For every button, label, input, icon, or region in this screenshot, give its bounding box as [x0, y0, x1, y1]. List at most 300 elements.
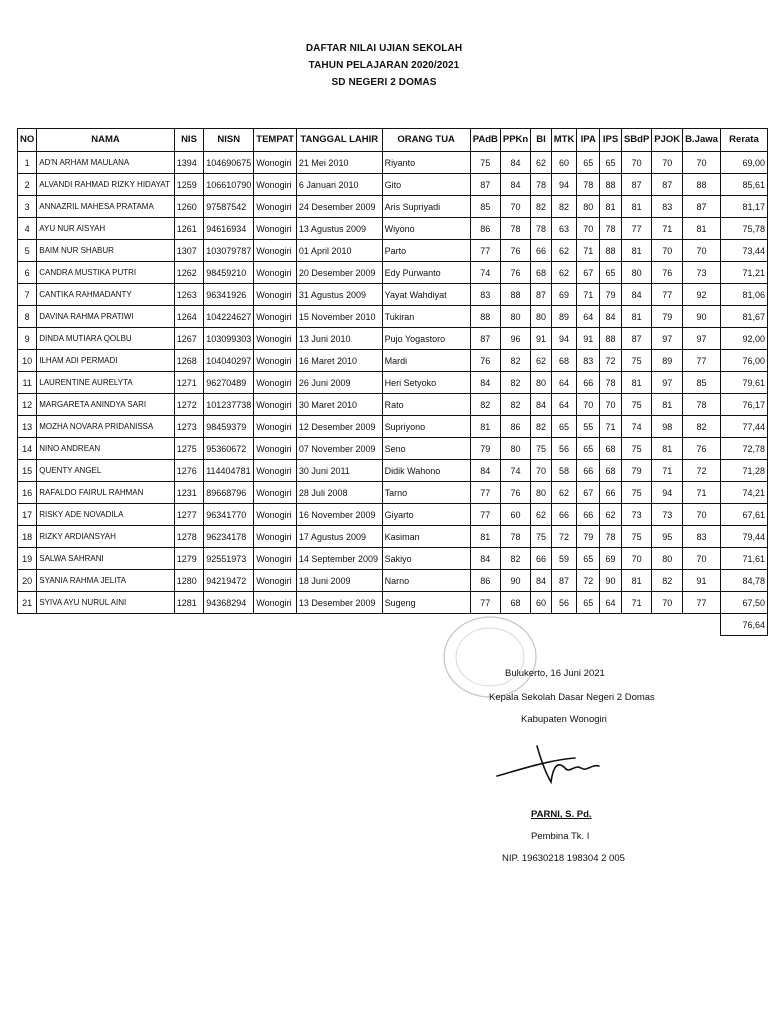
table-cell: 62 — [600, 504, 622, 526]
table-cell: 62 — [551, 240, 577, 262]
table-cell: 84 — [470, 460, 500, 482]
table-cell: MOZHA NOVARA PRIDANISSA — [37, 416, 175, 438]
table-cell: 10 — [18, 350, 37, 372]
table-cell: 81 — [600, 196, 622, 218]
table-cell: 90 — [600, 570, 622, 592]
table-cell: Rato — [382, 394, 470, 416]
table-cell: 82 — [652, 570, 683, 592]
table-cell: 92,00 — [720, 328, 767, 350]
column-header: IPS — [600, 129, 622, 152]
table-cell: 77 — [683, 592, 721, 614]
table-cell: 69 — [551, 284, 577, 306]
table-cell: 84 — [470, 548, 500, 570]
table-cell: 13 Agustus 2009 — [296, 218, 382, 240]
table-cell: 12 — [18, 394, 37, 416]
table-cell: 81 — [652, 438, 683, 460]
table-row — [18, 504, 768, 526]
table-cell: 83 — [652, 196, 683, 218]
column-header: IPA — [577, 129, 600, 152]
table-cell: 24 Desember 2009 — [296, 196, 382, 218]
table-cell: 1280 — [174, 570, 203, 592]
table-cell: MARGARETA ANINDYA SARI — [37, 394, 175, 416]
table-cell: 77 — [470, 592, 500, 614]
table-cell: 87 — [621, 328, 651, 350]
table-cell: 84 — [500, 174, 530, 196]
table-row — [18, 328, 768, 350]
table-cell: 73 — [621, 504, 651, 526]
column-header: SBdP — [621, 129, 651, 152]
table-cell: 79,44 — [720, 526, 767, 548]
table-cell: 86 — [500, 416, 530, 438]
academic-year: TAHUN PELAJARAN 2020/2021 — [308, 60, 460, 71]
table-cell: 67,61 — [720, 504, 767, 526]
table-cell: 69 — [600, 548, 622, 570]
table-cell: Riyanto — [382, 152, 470, 174]
table-cell: Supriyono — [382, 416, 470, 438]
table-cell: 72,78 — [720, 438, 767, 460]
table-cell: 70 — [621, 152, 651, 174]
table-cell: Wonogiri — [254, 372, 297, 394]
table-cell: 91 — [531, 328, 552, 350]
column-header: NO — [18, 129, 37, 152]
table-row — [18, 306, 768, 328]
table-cell: 78 — [531, 174, 552, 196]
table-cell: 9 — [18, 328, 37, 350]
column-header: PAdB — [470, 129, 500, 152]
overall-average-cell: 76,64 — [720, 614, 767, 636]
table-cell: 81 — [621, 240, 651, 262]
table-cell: 71 — [683, 482, 721, 504]
table-cell: 76 — [500, 482, 530, 504]
table-cell: QUENTY ANGEL — [37, 460, 175, 482]
table-row — [18, 174, 768, 196]
table-cell: 96234178 — [204, 526, 254, 548]
table-cell: CANTIKA RAHMADANTY — [37, 284, 175, 306]
table-cell: 70 — [683, 548, 721, 570]
table-cell: 82 — [500, 372, 530, 394]
document-title: DAFTAR NILAI UJIAN SEKOLAH — [305, 43, 463, 54]
document-heading — [0, 40, 768, 91]
table-cell: 80 — [652, 548, 683, 570]
table-cell: Tukiran — [382, 306, 470, 328]
table-cell: 1271 — [174, 372, 203, 394]
table-cell: 75 — [621, 394, 651, 416]
table-cell: 97 — [683, 328, 721, 350]
table-cell: 103099303 — [204, 328, 254, 350]
table-cell: 1279 — [174, 548, 203, 570]
table-cell: 70 — [683, 504, 721, 526]
table-cell: 68 — [600, 460, 622, 482]
table-row — [18, 548, 768, 570]
table-cell: Parto — [382, 240, 470, 262]
table-cell: 71,61 — [720, 548, 767, 570]
table-cell: 8 — [18, 306, 37, 328]
table-cell: 72 — [683, 460, 721, 482]
table-cell: 81 — [470, 526, 500, 548]
table-cell: 104690675 — [204, 152, 254, 174]
table-cell: 80 — [500, 438, 530, 460]
table-cell: Wonogiri — [254, 416, 297, 438]
table-cell: 78 — [531, 218, 552, 240]
table-cell: 88 — [500, 284, 530, 306]
table-row — [18, 350, 768, 372]
table-cell: 96341926 — [204, 284, 254, 306]
table-cell: 70 — [652, 240, 683, 262]
table-cell: Wonogiri — [254, 394, 297, 416]
table-cell: 65 — [600, 262, 622, 284]
table-cell: 88 — [470, 306, 500, 328]
table-cell: 94 — [652, 482, 683, 504]
table-cell: 65 — [551, 416, 577, 438]
signature-regency: Kabupaten Wonogiri — [521, 714, 607, 725]
table-cell: 74 — [621, 416, 651, 438]
table-row — [18, 240, 768, 262]
table-cell: Wonogiri — [254, 218, 297, 240]
column-header: Rerata — [720, 129, 767, 152]
school-stamp-image — [440, 612, 540, 702]
table-cell: 64 — [600, 592, 622, 614]
table-cell: 78 — [500, 526, 530, 548]
table-cell: 86 — [470, 570, 500, 592]
table-cell: 62 — [531, 350, 552, 372]
overall-average-row — [18, 614, 768, 636]
table-cell: 76 — [683, 438, 721, 460]
table-cell: 84 — [470, 372, 500, 394]
table-cell: 14 September 2009 — [296, 548, 382, 570]
table-cell: 66 — [551, 504, 577, 526]
table-cell: 95 — [652, 526, 683, 548]
table-cell: 106610790 — [204, 174, 254, 196]
signature-position: Kepala Sekolah Dasar Negeri 2 Domas — [489, 692, 655, 703]
table-cell: 13 Juni 2010 — [296, 328, 382, 350]
table-cell: Wiyono — [382, 218, 470, 240]
table-cell: 4 — [18, 218, 37, 240]
table-cell: 68 — [531, 262, 552, 284]
table-cell: 94368294 — [204, 592, 254, 614]
table-cell: 73 — [683, 262, 721, 284]
table-cell: 75 — [621, 482, 651, 504]
table-cell: 87 — [551, 570, 577, 592]
column-header: B.Jawa — [683, 129, 721, 152]
table-cell: 78 — [600, 218, 622, 240]
table-cell: Narno — [382, 570, 470, 592]
table-cell: 89 — [551, 306, 577, 328]
table-cell: 98459210 — [204, 262, 254, 284]
table-cell: 11 — [18, 372, 37, 394]
table-cell: 94 — [551, 328, 577, 350]
signer-nip: NIP. 19630218 198304 2 005 — [502, 853, 625, 864]
table-cell: 81 — [621, 570, 651, 592]
table-cell: 104040297 — [204, 350, 254, 372]
table-cell: 64 — [551, 372, 577, 394]
table-cell: 18 — [18, 526, 37, 548]
table-cell: 1307 — [174, 240, 203, 262]
table-cell: 76 — [470, 350, 500, 372]
table-cell: CANDRA MUSTIKA PUTRI — [37, 262, 175, 284]
table-cell: 81,67 — [720, 306, 767, 328]
table-cell: Seno — [382, 438, 470, 460]
table-cell: 68 — [551, 350, 577, 372]
table-cell: Wonogiri — [254, 240, 297, 262]
table-cell: Wonogiri — [254, 306, 297, 328]
table-row — [18, 570, 768, 592]
table-cell: 79 — [470, 438, 500, 460]
table-cell: 15 November 2010 — [296, 306, 382, 328]
table-cell: 31 Agustus 2009 — [296, 284, 382, 306]
table-cell: 80 — [531, 306, 552, 328]
table-cell: 65 — [577, 438, 600, 460]
table-cell: 21 — [18, 592, 37, 614]
table-cell: 78 — [600, 526, 622, 548]
table-cell: Didik Wahono — [382, 460, 470, 482]
table-row — [18, 482, 768, 504]
table-cell: 77 — [683, 350, 721, 372]
table-cell: 84 — [600, 306, 622, 328]
table-cell: 98459379 — [204, 416, 254, 438]
table-cell: Pujo Yogastoro — [382, 328, 470, 350]
table-cell: 77 — [470, 504, 500, 526]
table-cell: 87 — [621, 174, 651, 196]
table-cell: 84 — [500, 152, 530, 174]
table-cell: Gito — [382, 174, 470, 196]
table-cell: 81 — [652, 394, 683, 416]
table-cell: 81 — [621, 306, 651, 328]
table-cell: 1263 — [174, 284, 203, 306]
table-cell: 86 — [470, 218, 500, 240]
table-cell: 65 — [577, 592, 600, 614]
table-cell: 73,44 — [720, 240, 767, 262]
table-cell: 60 — [551, 152, 577, 174]
table-cell: 83 — [470, 284, 500, 306]
column-header: PJOK — [652, 129, 683, 152]
table-cell: 62 — [551, 482, 577, 504]
table-cell: 12 Desember 2009 — [296, 416, 382, 438]
table-cell: 14 — [18, 438, 37, 460]
table-cell: 1273 — [174, 416, 203, 438]
table-cell: 1275 — [174, 438, 203, 460]
table-cell: 80 — [531, 482, 552, 504]
table-cell: 1272 — [174, 394, 203, 416]
table-cell: 70 — [683, 152, 721, 174]
table-cell: 87 — [683, 196, 721, 218]
table-cell: 74 — [500, 460, 530, 482]
table-cell: 71 — [652, 218, 683, 240]
table-header-row — [18, 129, 768, 152]
table-cell: 77 — [652, 284, 683, 306]
table-cell: 84 — [531, 394, 552, 416]
table-cell: 72 — [577, 570, 600, 592]
table-cell: AYU NUR AISYAH — [37, 218, 175, 240]
table-cell: 91 — [577, 328, 600, 350]
table-cell: 62 — [531, 504, 552, 526]
table-cell: 70 — [577, 394, 600, 416]
table-cell: 76 — [500, 240, 530, 262]
table-cell: 75 — [470, 152, 500, 174]
table-cell: 60 — [500, 504, 530, 526]
table-cell: DINDA MUTIARA QOLBU — [37, 328, 175, 350]
table-cell: 18 Juni 2009 — [296, 570, 382, 592]
table-cell: 81,17 — [720, 196, 767, 218]
table-cell: 82 — [500, 394, 530, 416]
table-row — [18, 394, 768, 416]
table-cell: 75 — [621, 350, 651, 372]
table-cell: 89 — [652, 350, 683, 372]
table-cell: 1262 — [174, 262, 203, 284]
table-cell: 71 — [577, 240, 600, 262]
table-cell: 94219472 — [204, 570, 254, 592]
table-cell: 84,78 — [720, 570, 767, 592]
table-cell: 62 — [531, 152, 552, 174]
table-cell: 90 — [500, 570, 530, 592]
table-cell: 92551973 — [204, 548, 254, 570]
table-cell: 65 — [577, 152, 600, 174]
table-cell: 70 — [500, 196, 530, 218]
table-cell: SALWA SAHRANI — [37, 548, 175, 570]
table-cell: 79 — [652, 306, 683, 328]
table-cell: 64 — [551, 394, 577, 416]
table-cell: 70 — [652, 592, 683, 614]
table-cell: 69,00 — [720, 152, 767, 174]
table-cell: 76,00 — [720, 350, 767, 372]
table-cell: DAVINA RAHMA PRATIWI — [37, 306, 175, 328]
column-header: NAMA — [37, 129, 175, 152]
table-cell: Edy Purwanto — [382, 262, 470, 284]
table-cell: 67 — [577, 262, 600, 284]
table-cell: 81 — [683, 218, 721, 240]
signer-rank: Pembina Tk. I — [531, 831, 590, 842]
table-cell: 96270489 — [204, 372, 254, 394]
table-cell: 21 Mei 2010 — [296, 152, 382, 174]
table-cell: 2 — [18, 174, 37, 196]
table-cell: 78 — [577, 174, 600, 196]
table-cell: Wonogiri — [254, 504, 297, 526]
table-cell: 68 — [600, 438, 622, 460]
table-cell: 85,61 — [720, 174, 767, 196]
table-cell: 75 — [621, 438, 651, 460]
table-cell: 80 — [621, 262, 651, 284]
table-cell: 72 — [551, 526, 577, 548]
table-cell: BAIM NUR SHABUR — [37, 240, 175, 262]
table-cell: 71 — [577, 284, 600, 306]
signer-name: PARNI, S. Pd. — [531, 809, 592, 820]
table-row — [18, 592, 768, 614]
signature-place-date: Bulukerto, 16 Juni 2021 — [505, 668, 605, 679]
table-cell: 07 November 2009 — [296, 438, 382, 460]
table-cell: 70 — [683, 240, 721, 262]
table-cell: 66 — [531, 240, 552, 262]
table-cell: 1268 — [174, 350, 203, 372]
table-cell: 75,78 — [720, 218, 767, 240]
table-cell: ALVANDI RAHMAD RIZKY HIDAYAT — [37, 174, 175, 196]
table-cell: 6 — [18, 262, 37, 284]
table-cell: SYIVA AYU NURUL AINI — [37, 592, 175, 614]
table-cell: 85 — [470, 196, 500, 218]
table-row — [18, 438, 768, 460]
table-cell: 17 Agustus 2009 — [296, 526, 382, 548]
table-cell: 13 — [18, 416, 37, 438]
table-cell: 80 — [531, 372, 552, 394]
table-cell: 59 — [551, 548, 577, 570]
table-cell: 1260 — [174, 196, 203, 218]
table-cell: 67 — [577, 482, 600, 504]
table-cell: 82 — [470, 394, 500, 416]
table-cell: 15 — [18, 460, 37, 482]
table-cell: 95360672 — [204, 438, 254, 460]
table-cell: 30 Juni 2011 — [296, 460, 382, 482]
table-cell: 72 — [600, 350, 622, 372]
column-header: TANGGAL LAHIR — [296, 129, 382, 152]
table-cell: 66 — [577, 504, 600, 526]
table-cell: Wonogiri — [254, 174, 297, 196]
table-cell: 70 — [600, 394, 622, 416]
table-cell: 65 — [600, 152, 622, 174]
column-header: NISN — [204, 129, 254, 152]
table-cell: 76,17 — [720, 394, 767, 416]
table-cell: LAURENTINE AURELYTA — [37, 372, 175, 394]
table-cell: 56 — [551, 592, 577, 614]
table-cell: Mardi — [382, 350, 470, 372]
table-cell: 66 — [531, 548, 552, 570]
table-cell: 77,44 — [720, 416, 767, 438]
table-cell: 76 — [500, 262, 530, 284]
table-cell: 87 — [470, 174, 500, 196]
table-cell: 89668796 — [204, 482, 254, 504]
table-cell: 82 — [500, 350, 530, 372]
column-header: MTK — [551, 129, 577, 152]
table-cell: 82 — [531, 196, 552, 218]
table-cell: 90 — [683, 306, 721, 328]
table-cell: 6 Januari 2010 — [296, 174, 382, 196]
table-cell: Wonogiri — [254, 438, 297, 460]
table-cell: 101237738 — [204, 394, 254, 416]
grades-table — [17, 128, 768, 636]
column-header: TEMPAT — [254, 129, 297, 152]
table-cell: Wonogiri — [254, 284, 297, 306]
table-cell: 68 — [500, 592, 530, 614]
table-cell: 1394 — [174, 152, 203, 174]
table-cell: 78 — [500, 218, 530, 240]
table-cell: Wonogiri — [254, 592, 297, 614]
table-cell: 96341770 — [204, 504, 254, 526]
table-cell: 70 — [652, 152, 683, 174]
table-cell: 1276 — [174, 460, 203, 482]
table-cell: 87 — [652, 174, 683, 196]
table-cell: Heri Setyoko — [382, 372, 470, 394]
table-cell: 19 — [18, 548, 37, 570]
school-name: SD NEGERI 2 DOMAS — [331, 77, 437, 88]
table-cell: 114404781 — [204, 460, 254, 482]
table-cell: 97 — [652, 328, 683, 350]
table-row — [18, 526, 768, 548]
table-cell: 78 — [683, 394, 721, 416]
table-cell: 70 — [577, 218, 600, 240]
table-cell: 103079787 — [204, 240, 254, 262]
table-cell: 92 — [683, 284, 721, 306]
table-cell: 83 — [577, 350, 600, 372]
table-cell: RISKY ADE NOVADILA — [37, 504, 175, 526]
table-cell: 71,21 — [720, 262, 767, 284]
table-cell: 20 Desember 2009 — [296, 262, 382, 284]
column-header: BI — [531, 129, 552, 152]
table-cell: 5 — [18, 240, 37, 262]
table-cell: SYANIA RAHMA JELITA — [37, 570, 175, 592]
table-cell: 3 — [18, 196, 37, 218]
table-cell: NINO ANDREAN — [37, 438, 175, 460]
table-cell: 01 April 2010 — [296, 240, 382, 262]
table-cell: 77 — [470, 482, 500, 504]
table-cell: 79,61 — [720, 372, 767, 394]
column-header: NIS — [174, 129, 203, 152]
